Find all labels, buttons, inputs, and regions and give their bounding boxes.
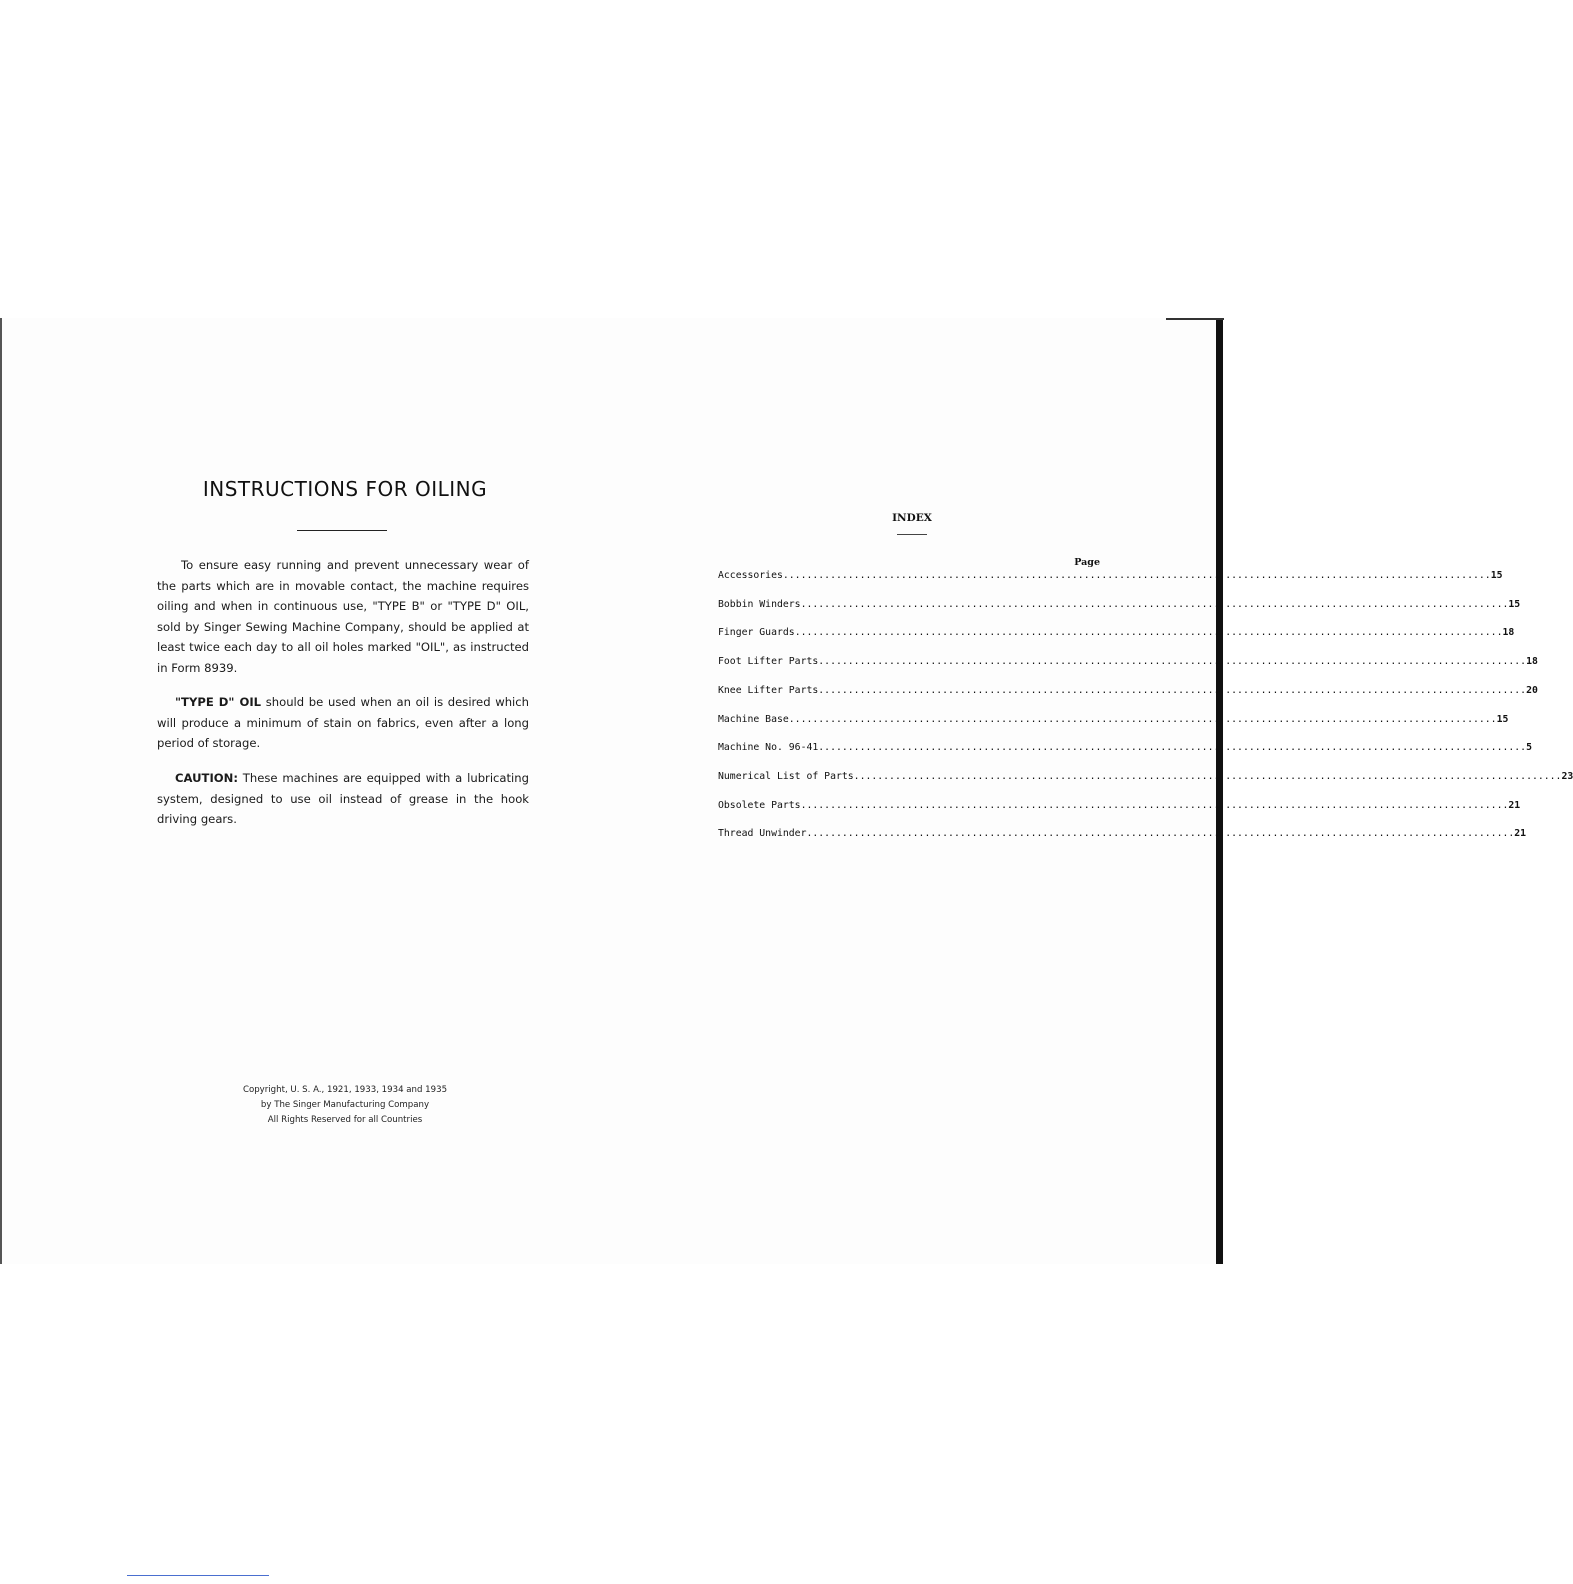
scan-edge-left xyxy=(0,318,2,1264)
index-entry xyxy=(718,713,1509,730)
leader-dots: ........................................................................................................................ xyxy=(782,570,1491,581)
copyright-line: Copyright, U. S. A., 1921, 1933, 1934 and 1935 xyxy=(242,1085,448,1095)
leader-dots: ........................................................................................................................ xyxy=(818,656,1527,668)
caution-lead: CAUTION: xyxy=(175,771,238,785)
index-divider xyxy=(897,534,927,535)
index-entry-page: 23 xyxy=(1561,770,1573,782)
leader-dots: ........................................................................................................................ xyxy=(788,713,1497,725)
index-entry-page: 15 xyxy=(1496,713,1509,725)
leader-dots: ........................................................................................................................ xyxy=(800,598,1509,610)
caution-text: These machines are equipped with a lubricating system, designed to use oil instead of grease in the hook driving gears. xyxy=(157,771,529,826)
leader-dots: ........................................................................................................................ xyxy=(800,799,1509,811)
leader-dots: ........................................................................................................................ xyxy=(794,627,1503,639)
oiling-paragraph: To ensure easy running and prevent unnecessary wear of the parts which are in movable contact, the machine requires oiling and when in continuous use, "TYPE B" or "TYPE D" OIL, sold by Singer Sewing Machine Company, should be applied at least twice each day to all oil holes marked "OIL", as instructed in Form 8939. xyxy=(157,558,529,675)
index-entry xyxy=(718,799,1521,816)
copyright-line: by The Singer Manufacturing Company xyxy=(260,1100,430,1110)
index-entry-label: Machine Base xyxy=(718,713,789,725)
index-entry-label: Bobbin Winders xyxy=(718,598,801,610)
index-entry-label: Knee Lifter Parts xyxy=(718,684,819,696)
caution-paragraph xyxy=(157,768,529,830)
title-divider xyxy=(297,530,387,531)
index-entry-label: Thread Unwinder xyxy=(718,828,807,840)
page-title: INSTRUCTIONS FOR OILING xyxy=(202,477,488,501)
index-entry-page: 21 xyxy=(1514,828,1527,840)
index-entry-page: 20 xyxy=(1526,684,1538,696)
index-entry xyxy=(718,828,1527,844)
index-entry-label: Obsolete Parts xyxy=(718,799,801,811)
copyright-block xyxy=(190,1083,500,1128)
index-entry-label: Numerical List of Parts xyxy=(718,770,854,782)
index-entry-label: Accessories xyxy=(718,570,783,581)
index-entry-page: 21 xyxy=(1508,799,1521,811)
leader-dots: ........................................................................................................................ xyxy=(818,742,1527,754)
index-entry-label: Machine No. 96-41 xyxy=(718,742,819,754)
scan-edge-right xyxy=(1216,318,1223,1264)
index-entry-page: 15 xyxy=(1508,598,1521,610)
index-entry xyxy=(718,598,1521,615)
scan-edge-top-right xyxy=(1166,318,1224,320)
index-entry xyxy=(718,627,1515,643)
leader-dots: ........................................................................................................................ xyxy=(806,828,1515,840)
leader-dots: ........................................................................................................................ xyxy=(853,770,1562,782)
type-d-text: should be used when an oil is desired which will produce a minimum of stain on fabrics, even after a long period of storage. xyxy=(157,695,529,750)
index-entry xyxy=(718,742,1532,758)
index-entry xyxy=(718,656,1538,672)
index-entry-page: 18 xyxy=(1526,656,1538,668)
type-d-lead: "TYPE D" OIL xyxy=(175,695,262,709)
index-entry-label: Foot Lifter Parts xyxy=(718,656,819,668)
index-entry xyxy=(718,770,1573,787)
bottom-rule xyxy=(127,1575,269,1576)
index-entry-page: 15 xyxy=(1490,570,1503,581)
index-entry-label: Finger Guards xyxy=(718,627,795,639)
index-entry xyxy=(718,570,1503,586)
index-entry xyxy=(718,684,1538,701)
type-d-paragraph xyxy=(157,692,529,754)
leader-dots: ........................................................................................................................ xyxy=(818,684,1527,696)
index-entry-page: 5 xyxy=(1526,742,1532,754)
index-entry-page: 18 xyxy=(1502,627,1515,639)
copyright-line: All Rights Reserved for all Countries xyxy=(267,1115,423,1125)
index-title: INDEX xyxy=(892,512,932,524)
page-column-label: Page xyxy=(1074,557,1100,568)
